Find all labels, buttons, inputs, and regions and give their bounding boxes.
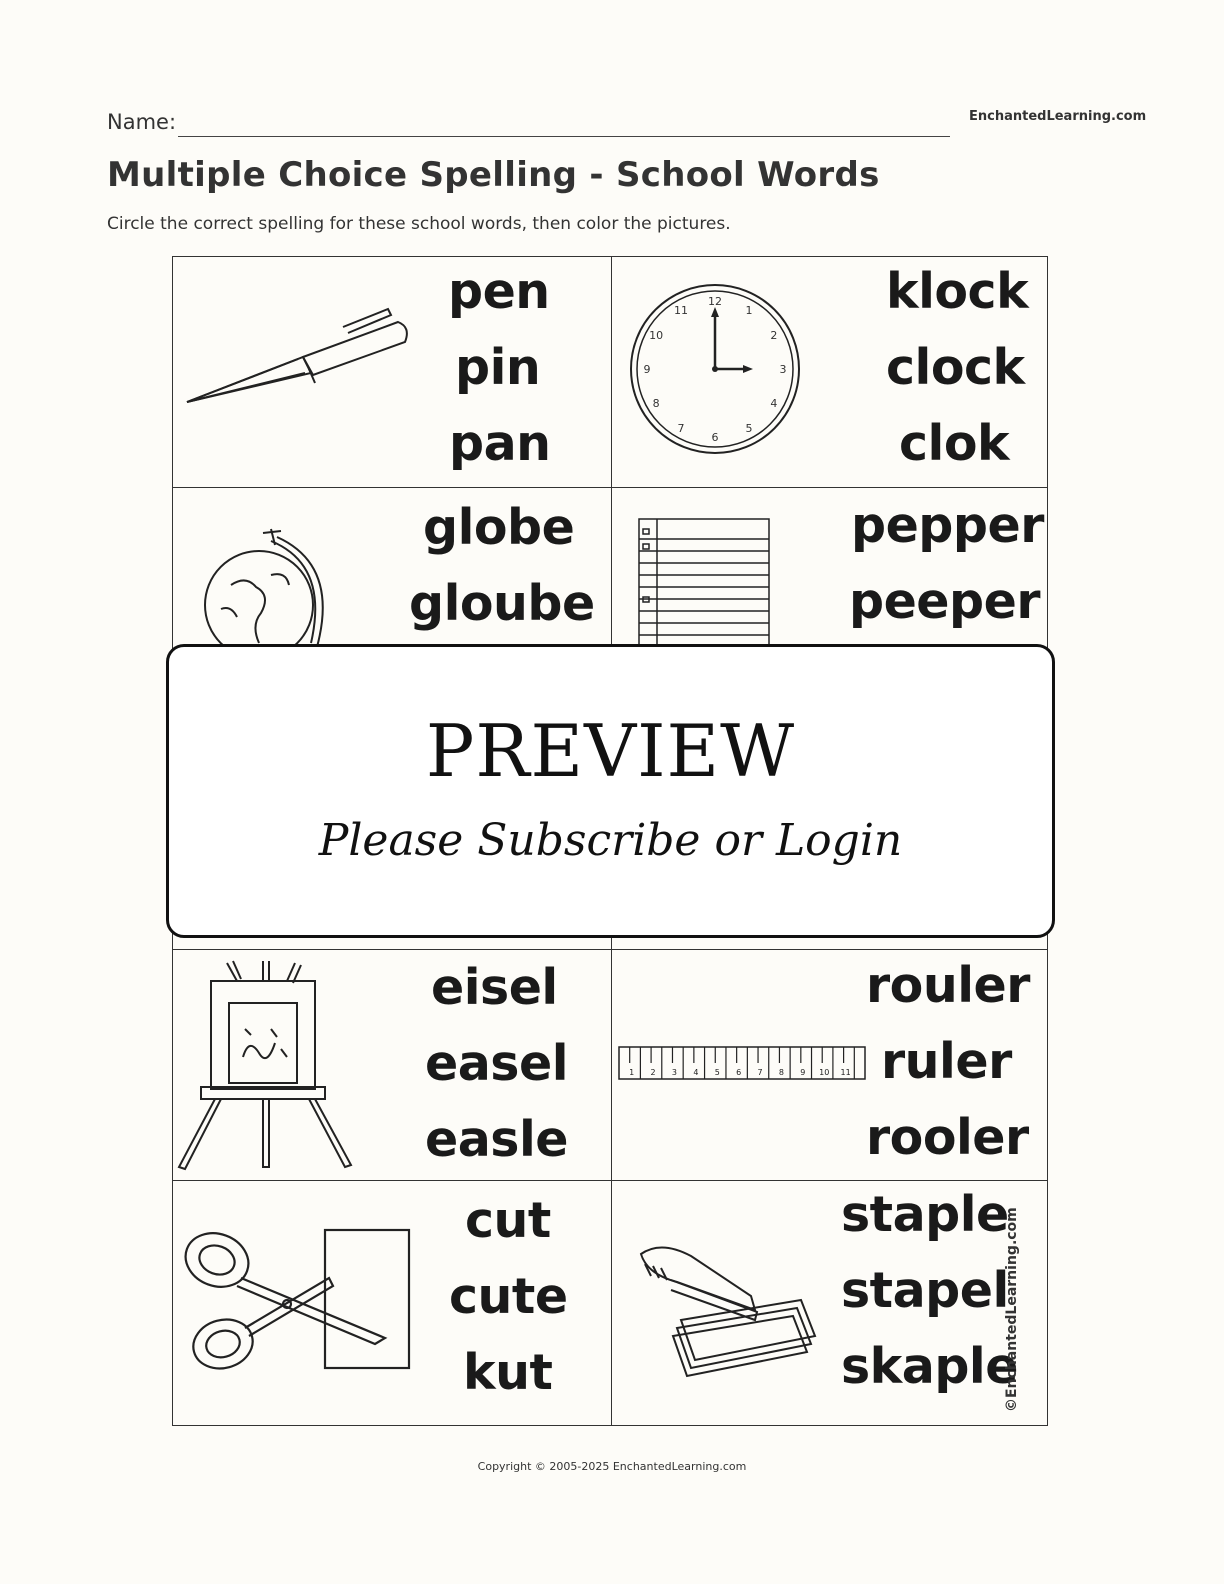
pen-icon bbox=[183, 287, 413, 417]
instructions: Circle the correct spelling for these school words, then color the pictures. bbox=[107, 214, 731, 234]
clock-numeral: 1 bbox=[745, 304, 753, 318]
cell-scissors bbox=[173, 1180, 611, 1425]
ruler-number: 10 bbox=[819, 1068, 830, 1077]
ruler-number: 7 bbox=[757, 1068, 763, 1077]
site-name: EnchantedLearning.com bbox=[969, 109, 1147, 124]
ruler-number: 9 bbox=[800, 1068, 806, 1077]
paper-icon bbox=[635, 517, 775, 657]
clock-numeral: 12 bbox=[708, 295, 722, 308]
word-option[interactable]: easle bbox=[425, 1111, 568, 1168]
word-option[interactable]: skaple bbox=[841, 1338, 1018, 1395]
word-option[interactable]: rooler bbox=[866, 1109, 1029, 1166]
word-option[interactable]: stapel bbox=[841, 1262, 1009, 1319]
word-option[interactable]: eisel bbox=[431, 959, 558, 1016]
globe-icon bbox=[201, 525, 331, 655]
clock-icon bbox=[625, 279, 805, 459]
word-option[interactable]: pan bbox=[449, 415, 551, 472]
clock-numeral: 9 bbox=[643, 363, 651, 376]
word-option[interactable]: rouler bbox=[866, 957, 1030, 1014]
word-option[interactable]: clok bbox=[899, 415, 1010, 472]
page-title: Multiple Choice Spelling - School Words bbox=[107, 155, 880, 195]
footer-copyright: Copyright © 2005-2025 EnchantedLearning.com bbox=[477, 1460, 747, 1473]
word-option[interactable]: globe bbox=[423, 499, 575, 556]
ruler-number: 5 bbox=[714, 1068, 720, 1077]
ruler-icon bbox=[617, 1045, 869, 1085]
easel-icon bbox=[175, 957, 355, 1177]
word-option[interactable]: easel bbox=[425, 1035, 568, 1092]
word-option[interactable]: staple bbox=[841, 1186, 1009, 1243]
cell-stapler bbox=[611, 1180, 1049, 1425]
cell-pen bbox=[173, 257, 611, 487]
ruler-number: 4 bbox=[693, 1068, 699, 1077]
side-copyright: ©EnchantedLearning.com bbox=[1004, 1207, 1020, 1412]
cell-clock bbox=[611, 257, 1049, 487]
ruler-number: 2 bbox=[650, 1068, 656, 1077]
ruler-number: 11 bbox=[840, 1068, 851, 1077]
ruler-number: 1 bbox=[629, 1068, 635, 1077]
word-option[interactable]: clock bbox=[886, 339, 1025, 396]
word-option[interactable]: pepper bbox=[851, 497, 1044, 554]
clock-numeral: 5 bbox=[745, 421, 753, 435]
word-option[interactable]: pin bbox=[455, 339, 541, 396]
clock-numeral: 6 bbox=[711, 431, 719, 444]
scissors-icon bbox=[179, 1220, 419, 1380]
ruler-number: 8 bbox=[778, 1068, 784, 1077]
word-option[interactable]: cut bbox=[465, 1192, 551, 1249]
clock-numeral: 2 bbox=[770, 329, 778, 342]
word-option[interactable]: kut bbox=[463, 1344, 553, 1401]
word-option[interactable]: gloube bbox=[409, 575, 595, 632]
word-option[interactable]: peeper bbox=[849, 573, 1041, 630]
name-label: Name: bbox=[107, 110, 177, 134]
word-option[interactable]: cute bbox=[449, 1268, 568, 1325]
word-option[interactable]: ruler bbox=[881, 1033, 1012, 1090]
cell-ruler bbox=[611, 949, 1049, 1180]
clock-numeral: 4 bbox=[770, 397, 778, 410]
clock-numeral: 11 bbox=[674, 304, 688, 318]
preview-title: PREVIEW bbox=[425, 709, 796, 793]
subscribe-login-prompt[interactable]: Please Subscribe or Login bbox=[318, 815, 903, 866]
word-option[interactable]: pen bbox=[448, 263, 550, 320]
cell-easel bbox=[173, 949, 611, 1180]
word-option[interactable]: klock bbox=[886, 263, 1029, 320]
preview-overlay[interactable] bbox=[166, 644, 1055, 938]
clock-numeral: 10 bbox=[649, 329, 664, 342]
stapler-icon bbox=[631, 1240, 821, 1390]
name-line[interactable] bbox=[178, 136, 950, 137]
ruler-number: 3 bbox=[671, 1068, 678, 1077]
clock-numeral: 3 bbox=[779, 363, 787, 376]
ruler-number: 6 bbox=[736, 1068, 742, 1077]
clock-numeral: 8 bbox=[652, 397, 660, 410]
clock-numeral: 7 bbox=[677, 421, 685, 435]
